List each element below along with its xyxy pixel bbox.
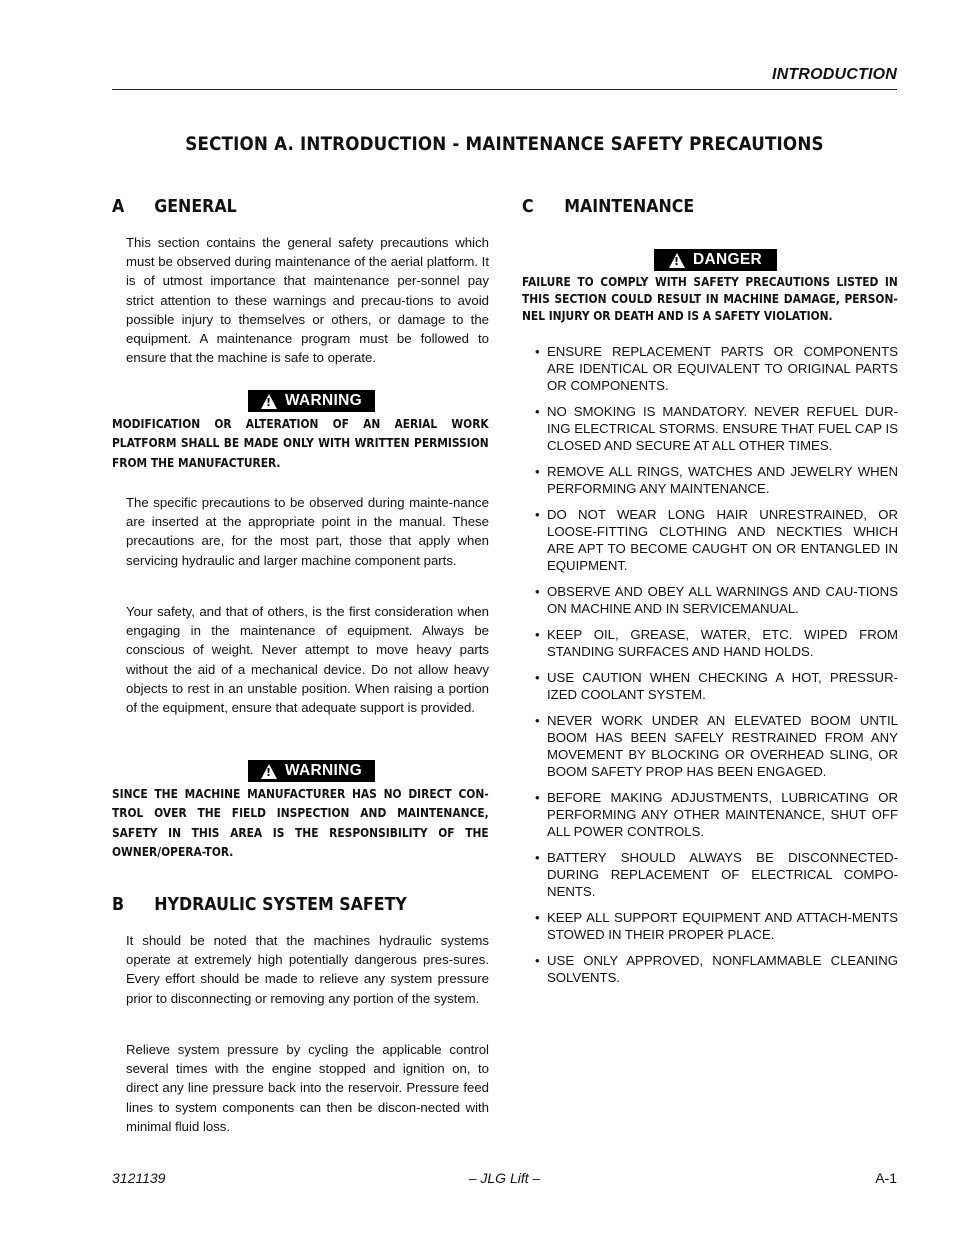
maintenance-bullet-item [522,909,898,943]
bullet-text: NEVER WORK UNDER AN ELEVATED BOOM UNTIL BOOM HAS BEEN SAFELY RESTRAINED FROM ANY MOVEMENT BY BLOCKING OR OVERHEAD SLING, OR BOOM SAFETY PROP HAS BEEN ENGAGED. [547,713,898,779]
bullet-text: KEEP OIL, GREASE, WATER, ETC. WIPED FROM STANDING SURFACES AND HAND HOLDS. [547,627,898,659]
maintenance-bullet-item [522,506,898,574]
bullet-text: DO NOT WEAR LONG HAIR UNRESTRAINED, OR LOOSE-FITTING CLOTHING AND NECKTIES WHICH ARE APT TO BECOME CAUGHT ON OR ENTANGLED IN EQUIPMENT. [547,507,898,573]
bullet-text: ENSURE REPLACEMENT PARTS OR COMPONENTS ARE IDENTICAL OR EQUIVALENT TO ORIGINAL PARTS OR COMPONENTS. [547,344,898,393]
bullet-text: REMOVE ALL RINGS, WATCHES AND JEWELRY WHEN PERFORMING ANY MAINTENANCE. [547,464,898,496]
maintenance-bullet-item [522,952,898,986]
heading-letter: A [112,196,125,217]
warning-text-1: MODIFICATION OR ALTERATION OF AN AERIAL WORK PLATFORM SHALL BE MADE ONLY WITH WRITTEN PERMISSION FROM THE MANUFACTURER. [112,416,489,470]
warning-triangle-icon [261,394,277,409]
danger-label-text: DANGER [693,251,762,268]
maintenance-bullet-item [522,583,898,617]
heading-title: GENERAL [154,196,237,217]
bullet-text: OBSERVE AND OBEY ALL WARNINGS AND CAU-TIONS ON MACHINE AND IN SERVICEMANUAL. [547,584,898,616]
general-paragraph-2: The specific precautions to be observed during mainte-nance are inserted at the appropriate point in the manual. These precautions are, for the most part, those that apply when servicing hydraulic and larger machine component parts. [126,495,489,568]
bullet-text: USE CAUTION WHEN CHECKING A HOT, PRESSUR-IZED COOLANT SYSTEM. [547,670,898,702]
bullet-icon: • [535,670,540,685]
general-paragraph-3: Your safety, and that of others, is the first consideration when engaging in the maintenance of equipment. Always be conscious of weight. Never attempt to move heavy parts without the aid of a mechanical device. Do not allow heavy objects to rest in an unstable position. When raising a portion of the equipment, ensure that adequate support is provided. [126,604,489,716]
hydraulic-paragraph-1: It should be noted that the machines hydraulic systems operate at extremely high potentially dangerous pres-sures. Every effort should be made to relieve any system pressure prior to disconnecting or removing any portion of the system. [126,933,489,1006]
warning-label-text: WARNING [284,392,362,409]
danger-label [654,249,777,271]
warning-label-2 [248,760,375,782]
warning-label-1 [248,390,375,412]
maintenance-bullet-item [522,849,898,900]
bullet-text: USE ONLY APPROVED, NONFLAMMABLE CLEANING SOLVENTS. [547,953,898,985]
bullet-icon: • [535,464,540,479]
bullet-icon: • [535,584,540,599]
running-head-title: INTRODUCTION [771,66,897,83]
warning-label-text: WARNING [284,762,362,779]
heading-hydraulic-system-safety [112,894,407,915]
maintenance-bullet-item [522,789,898,840]
bullet-icon: • [535,790,540,805]
maintenance-bullet-item [522,343,898,394]
footer-brand: – JLG Lift – [468,1170,541,1186]
bullet-text: BATTERY SHOULD ALWAYS BE DISCONNECTED-DURING REPLACEMENT OF ELECTRICAL COMPO-NENTS. [547,850,898,899]
bullet-icon: • [535,850,540,865]
bullet-icon: • [535,910,540,925]
danger-triangle-icon [669,253,685,268]
warning-triangle-icon [261,764,277,779]
bullet-icon: • [535,953,540,968]
bullet-icon: • [535,404,540,419]
heading-title: HYDRAULIC SYSTEM SAFETY [154,894,407,915]
footer-page-number: A-1 [875,1170,897,1186]
bullet-text: NO SMOKING IS MANDATORY. NEVER REFUEL DUR-ING ELECTRICAL STORMS. ENSURE THAT FUEL CAP IS CLOSED AND SECURE AT ALL OTHER TIMES. [547,404,898,453]
maintenance-bullet-list [522,343,898,995]
warning-text-2: SINCE THE MACHINE MANUFACTURER HAS NO DIRECT CON-TROL OVER THE FIELD INSPECTION AND MAINTENANCE, SAFETY IN THIS AREA IS THE RESPONSIBILITY OF THE OWNER/OPERA-TOR. [112,786,489,860]
hydraulic-paragraph-2: Relieve system pressure by cycling the applicable control several times with the engine stopped and ignition on, to direct any line pressure back into the reservoir. Pressure feed lines to system components can then be discon-nected with minimal fluid loss. [126,1042,489,1134]
bullet-icon: • [535,627,540,642]
heading-title: MAINTENANCE [564,196,695,217]
danger-text: FAILURE TO COMPLY WITH SAFETY PRECAUTIONS LISTED IN THIS SECTION COULD RESULT IN MACHINE DAMAGE, PERSON-NEL INJURY OR DEATH AND IS A SAFETY VIOLATION. [522,274,898,324]
maintenance-bullet-item [522,669,898,703]
general-paragraph-1: This section contains the general safety precautions which must be observed during maintenance of the aerial platform. It is of utmost importance that maintenance per-sonnel pay strict attention to these warnings and precau-tions to avoid possible injury to themselves or others, or damage to the equipment. A maintenance program must be followed to ensure that the machine is safe to operate. [126,235,489,366]
bullet-icon: • [535,344,540,359]
section-title: SECTION A. INTRODUCTION - MAINTENANCE SAFETY PRECAUTIONS [185,133,824,155]
maintenance-bullet-item [522,403,898,454]
bullet-icon: • [535,713,540,728]
running-head [112,62,897,90]
footer-doc-number: 3121139 [112,1170,166,1186]
maintenance-bullet-item [522,463,898,497]
maintenance-bullet-item [522,712,898,780]
heading-general [112,196,237,217]
bullet-text: BEFORE MAKING ADJUSTMENTS, LUBRICATING OR PERFORMING ANY OTHER MAINTENANCE, SHUT OFF ALL POWER CONTROLS. [547,790,898,839]
heading-maintenance [522,196,694,217]
maintenance-bullet-item [522,626,898,660]
bullet-icon: • [535,507,540,522]
heading-letter: B [112,894,125,915]
bullet-text: KEEP ALL SUPPORT EQUIPMENT AND ATTACH-MENTS STOWED IN THEIR PROPER PLACE. [547,910,898,942]
heading-letter: C [522,196,534,217]
